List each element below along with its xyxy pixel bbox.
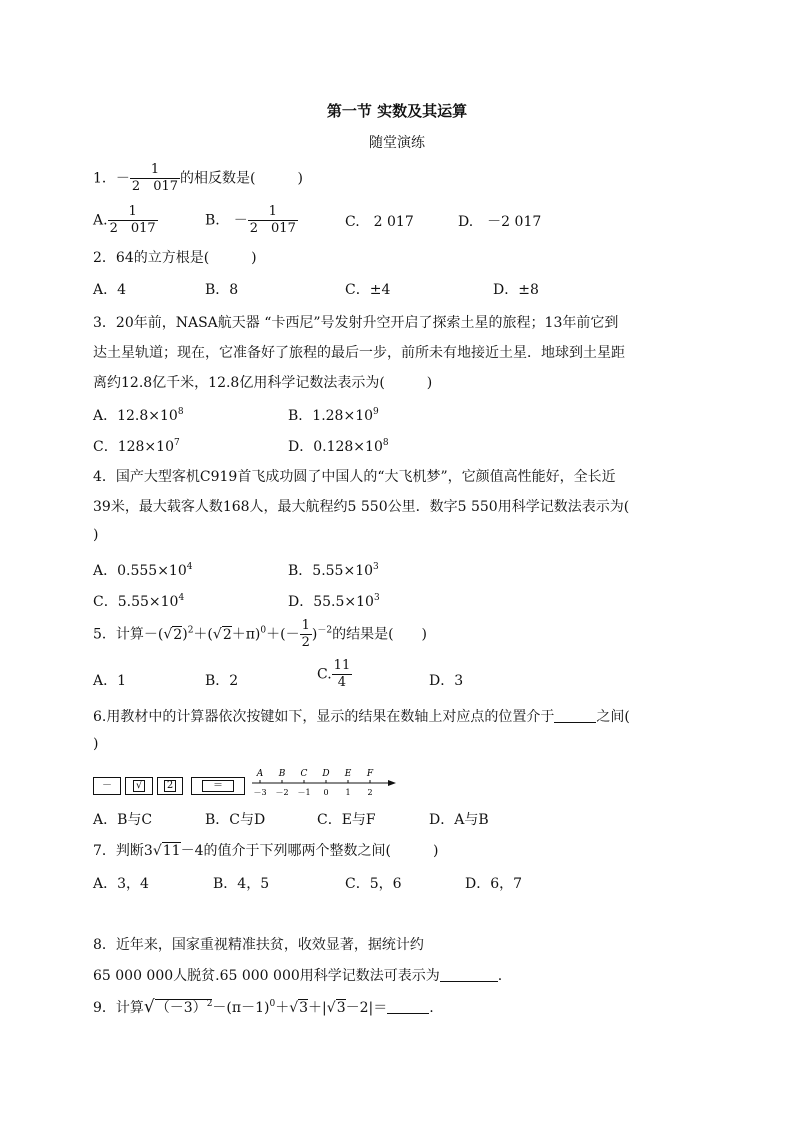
option-text: B．1.28×10 [288, 408, 374, 424]
denominator: 2 017 [131, 179, 179, 194]
sqrt-icon: √ [133, 780, 145, 792]
radicand: 3 [336, 1000, 346, 1016]
numerator: 11 [333, 658, 351, 673]
expr-part: ) [182, 626, 188, 643]
q5-option-a[interactable]: A．1 [93, 673, 127, 689]
q7-option-b[interactable]: B．4，5 [213, 876, 270, 892]
answer-blank[interactable] [554, 710, 596, 723]
question-9 [93, 997, 434, 1017]
q1-option-a[interactable] [93, 204, 158, 237]
question-1 [93, 162, 303, 195]
question-4-line-3: ) [93, 527, 99, 543]
expr-part: －2|＝ [345, 1000, 388, 1016]
question-stem: －4的值介于下列哪两个整数之间( ) [180, 843, 439, 859]
question-7 [93, 840, 438, 860]
expr-part: －(π－1) [212, 1000, 270, 1016]
exponent: 4 [186, 562, 193, 572]
expr-part: ＋ [275, 1000, 290, 1016]
q6-option-d[interactable]: D．A与B [429, 812, 489, 828]
question-5 [93, 618, 427, 651]
q7-option-c[interactable]: C．5，6 [345, 876, 402, 892]
number-line-letter: E [344, 769, 352, 779]
radicand: 11 [162, 843, 181, 859]
sqrt-icon: √ [163, 626, 173, 643]
expr-part: ＋( [193, 626, 213, 643]
question-stem: 的结果是( ) [332, 626, 428, 643]
q4-option-a[interactable] [93, 560, 192, 580]
option-text: B．5.55×10 [288, 563, 374, 579]
option-text: C．5.55×10 [93, 594, 179, 610]
exponent: 0 [269, 999, 276, 1009]
page-title: 第一节 实数及其运算 [326, 102, 468, 120]
denominator: 2 017 [249, 221, 296, 236]
q6-option-a[interactable]: A．B与C [93, 812, 153, 828]
equals-icon: ＝ [202, 780, 234, 792]
expr-part: ＋(－ [266, 626, 300, 643]
exponent: 3 [373, 593, 380, 603]
number-line-letter: C [300, 769, 308, 779]
q5-option-d[interactable]: D．3 [429, 673, 464, 689]
q3-option-c[interactable] [93, 436, 180, 456]
q2-option-b[interactable]: B．8 [205, 282, 239, 298]
radicand-text: （－3） [155, 1000, 207, 1016]
q1-option-d[interactable]: D. －2 017 [458, 214, 542, 230]
answer-blank[interactable] [440, 969, 498, 982]
question-8-line-2 [93, 965, 502, 985]
denominator: 2 [301, 635, 310, 650]
exponent: 8 [177, 407, 184, 417]
option-label: B. － [205, 212, 248, 229]
expr-part: 7．判断3 [93, 843, 153, 859]
exponent: 4 [178, 593, 185, 603]
fraction [108, 204, 158, 237]
numerator: 1 [150, 162, 160, 177]
q3-option-d[interactable] [288, 436, 389, 456]
question-8-line-1: 8．近年来，国家重视精准扶贫，收效显著，据统计约 [93, 937, 424, 953]
question-6-line-1 [93, 706, 630, 726]
q6-option-b[interactable]: B．C与D [205, 812, 266, 828]
sqrt-icon: √ [212, 626, 222, 643]
option-text: A．12.8×10 [93, 408, 178, 424]
radicand [155, 999, 213, 1016]
calculator-key-equals [191, 777, 245, 795]
arrow-icon [388, 780, 396, 786]
minus-sign: － [115, 170, 130, 187]
q3-option-b[interactable] [288, 405, 379, 425]
q1-option-c[interactable]: C. 2 017 [345, 214, 414, 230]
numerator: 1 [128, 204, 137, 219]
exponent: 2 [187, 625, 194, 636]
question-stem: 6.用教材中的计算器依次按键如下，显示的结果在数轴上对应点的位置介于 [93, 709, 555, 725]
number-line [250, 766, 400, 798]
option-text: D．55.5×10 [288, 594, 374, 610]
number-line-letter: A [256, 769, 264, 779]
sqrt-icon: √ [143, 997, 155, 1017]
expr-part: 5．计算－( [93, 626, 164, 643]
sqrt-icon: √ [289, 1000, 299, 1016]
option-text: D．0.128×10 [288, 439, 383, 455]
number-line-letter: B [278, 769, 286, 779]
q1-option-b[interactable] [205, 204, 298, 237]
page-subtitle: 随堂演练 [369, 135, 425, 151]
denominator: 4 [332, 674, 353, 691]
radicand: 3 [299, 1000, 309, 1016]
number-line-number: －3 [253, 788, 267, 797]
q6-option-c[interactable]: C．E与F [317, 812, 376, 828]
q4-option-c[interactable] [93, 591, 184, 611]
fraction [248, 204, 298, 237]
exponent: 8 [382, 438, 389, 448]
q3-option-a[interactable] [93, 405, 184, 425]
period: . [429, 1000, 434, 1016]
option-text: C．128×10 [93, 439, 174, 455]
numerator: 1 [268, 204, 277, 219]
option-label: A. [93, 212, 108, 229]
denominator: 2 017 [109, 221, 156, 236]
number-line-number: －1 [297, 788, 311, 797]
radicand: 2 [222, 626, 232, 643]
fraction [332, 658, 353, 691]
q7-option-d[interactable]: D．6，7 [465, 876, 523, 892]
expr-part: ＋π) [231, 626, 261, 643]
q4-option-d[interactable] [288, 591, 380, 611]
q5-option-c[interactable] [317, 658, 352, 691]
expr-part: 9．计算 [93, 1000, 144, 1016]
exponent: 2 [206, 999, 213, 1009]
number-line-number: 1 [345, 788, 351, 797]
exponent: －2 [317, 625, 333, 636]
q5-option-b[interactable]: B．2 [205, 673, 239, 689]
number-line-letter: D [322, 769, 330, 779]
question-number: 1． [93, 170, 116, 187]
calculator-key-sqrt [125, 777, 153, 795]
calculator-key-minus: － [93, 777, 121, 795]
question-4-line-2: 39米，最大载客人数168人，最大航程约5 550公里．数字5 550用科学记数法表示为( [93, 499, 630, 515]
question-3-line-2: 达土星轨道；现在，它准备好了旅程的最后一步，前所未有地接近土星．地球到土星距 [93, 345, 625, 361]
question-4-line-1: 4．国产大型客机C919首飞成功圆了中国人的“大飞机梦”，它颜值高性能好，全长近 [93, 469, 616, 485]
number-line-number: －2 [275, 788, 289, 797]
answer-blank[interactable] [387, 1001, 429, 1014]
calculator-key-2 [157, 777, 183, 795]
sqrt-icon: √ [326, 1000, 336, 1016]
question-stem: 的相反数是( ) [180, 170, 303, 187]
exponent: 9 [373, 407, 379, 417]
exponent: 7 [173, 438, 180, 448]
radicand: 2 [173, 626, 183, 643]
q4-option-b[interactable] [288, 560, 379, 580]
option-text: A．0.555×10 [93, 563, 187, 579]
question-3-line-1: 3．20年前，NASA航天器 “卡西尼”号发射升空开启了探索土星的旅程；13年前它到 [93, 315, 619, 331]
number-line-letter: F [366, 769, 374, 779]
expr-part: ＋| [308, 1000, 327, 1016]
q2-option-a[interactable]: A．4 [93, 282, 127, 298]
question-3-line-3: 离约12.8亿千米，12.8亿用科学记数法表示为( ) [93, 375, 433, 391]
sqrt-icon: √ [152, 843, 162, 859]
question-stem: 65 000 000人脱贫.65 000 000用科学记数法可表示为 [93, 968, 440, 984]
question-stem: 之间( [596, 709, 630, 725]
q7-option-a[interactable]: A．3，4 [93, 876, 149, 892]
number-line-number: 0 [323, 788, 329, 797]
q2-option-c[interactable]: C．±4 [345, 282, 391, 298]
exponent: 0 [260, 625, 267, 636]
q2-option-d[interactable]: D．±8 [493, 282, 539, 298]
numerator: 1 [301, 618, 310, 633]
fraction [130, 162, 180, 195]
question-2: 2．64的立方根是( ) [93, 250, 257, 266]
exponent: 3 [373, 562, 379, 572]
fraction [300, 618, 312, 651]
number-line-number: 2 [367, 788, 373, 797]
question-6-line-2: ) [93, 736, 99, 752]
period: . [497, 968, 503, 984]
option-label: C. [317, 666, 332, 683]
expr-part: ) [311, 626, 318, 643]
key-label: 2 [164, 780, 176, 792]
